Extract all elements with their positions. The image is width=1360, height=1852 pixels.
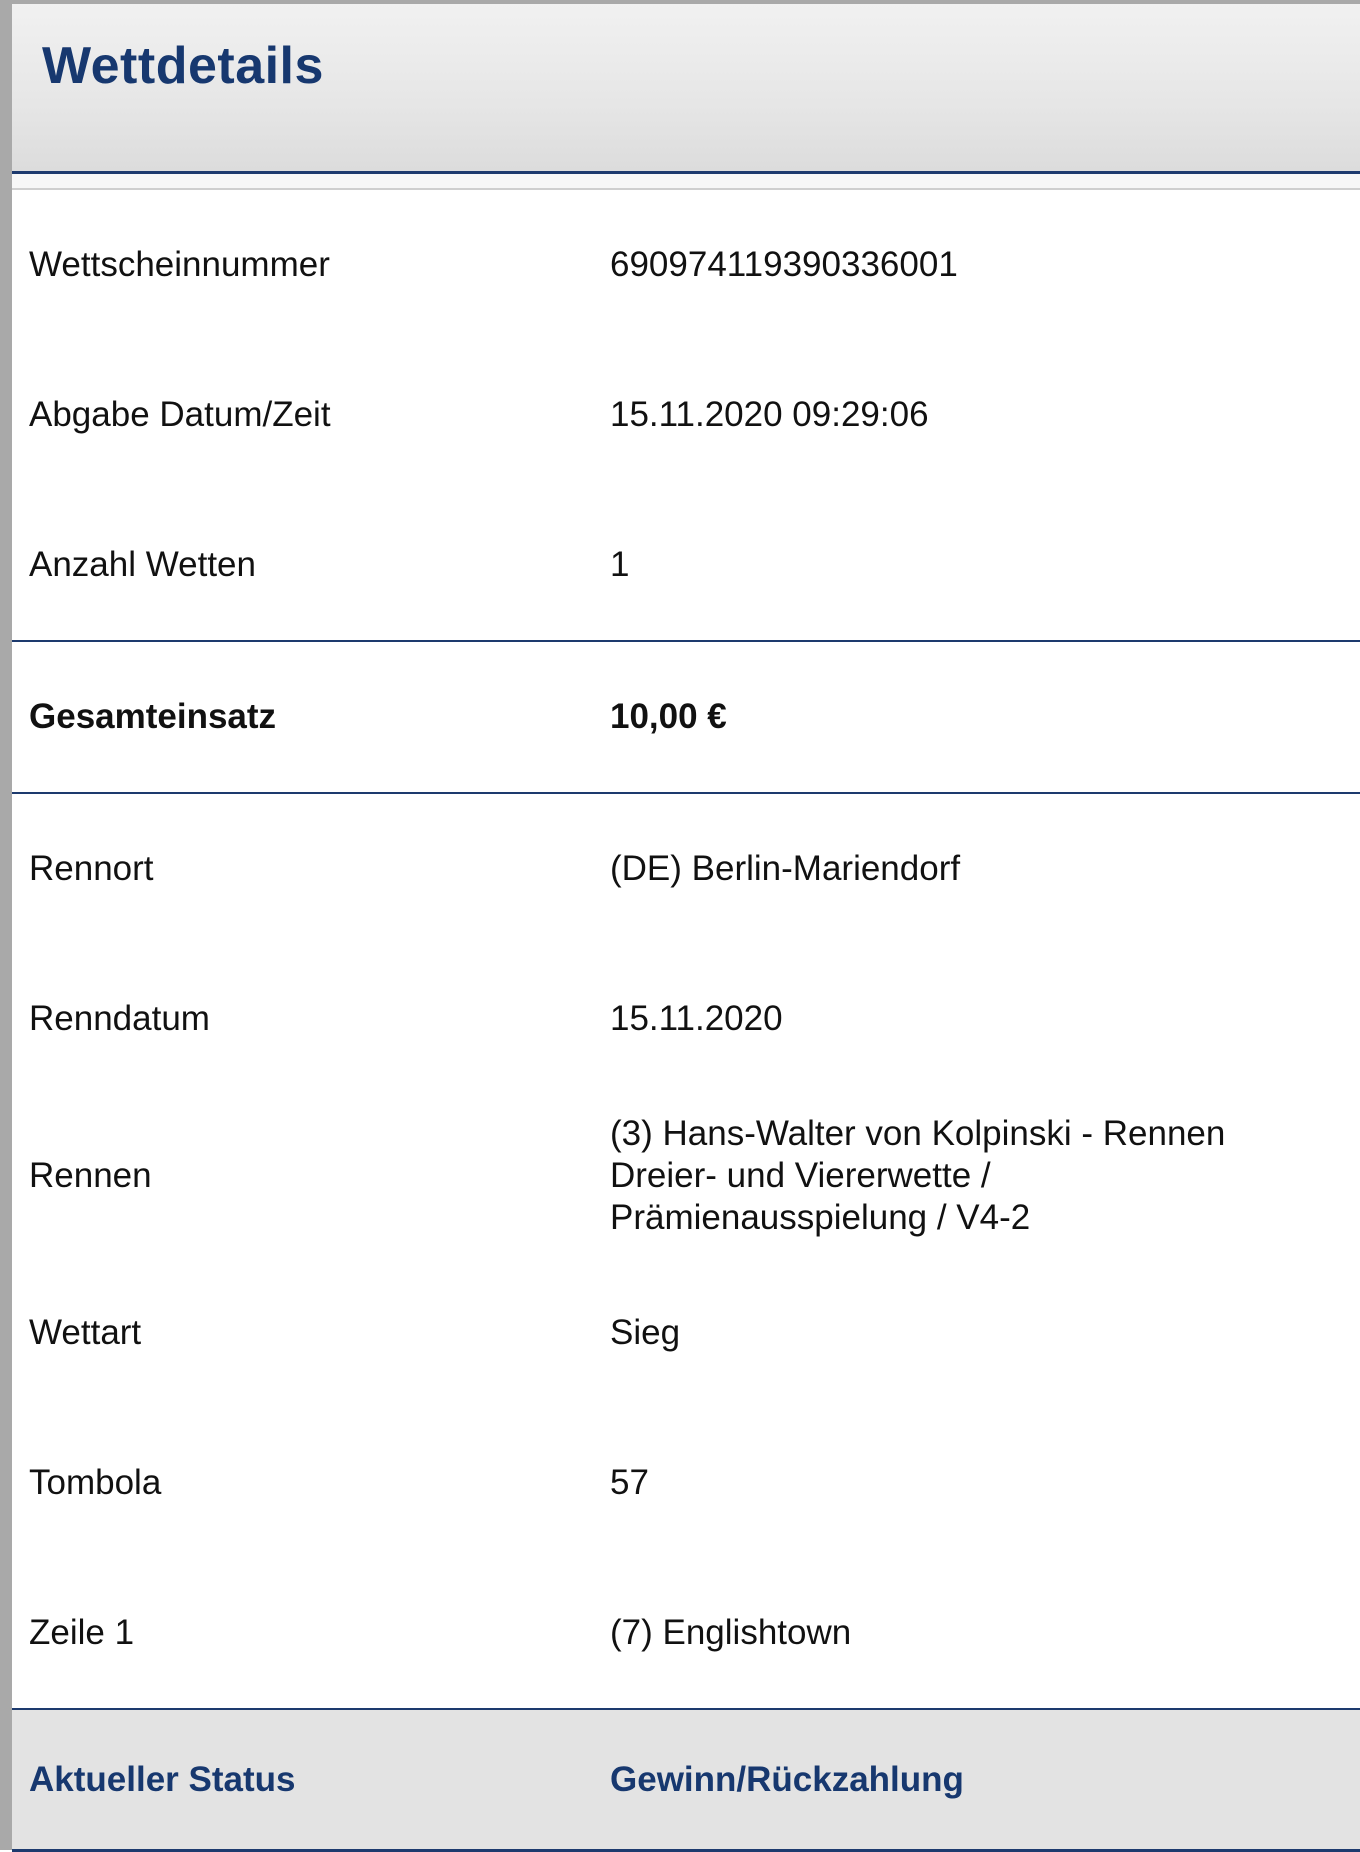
ticket-number-row — [12, 190, 1360, 340]
tombola-value: 57 — [610, 1463, 649, 1502]
bet-count-row — [12, 490, 1360, 640]
panel-header — [12, 4, 1360, 174]
venue-value: (DE) Berlin-Mariendorf — [610, 849, 961, 888]
total-stake-row — [12, 642, 1360, 792]
total-stake-label: Gesamteinsatz — [29, 697, 277, 736]
race-date-row — [12, 944, 1360, 1094]
race-date-label: Renndatum — [29, 999, 210, 1038]
submission-datetime-row — [12, 340, 1360, 490]
status-label: Aktueller Status — [29, 1759, 296, 1799]
venue-row — [12, 794, 1360, 944]
race-value — [610, 1113, 1360, 1239]
bet-count-value: 1 — [610, 545, 630, 584]
header-divider — [12, 174, 1360, 190]
race-row — [12, 1094, 1360, 1258]
total-section — [12, 642, 1360, 794]
total-stake-value: 10,00 € — [610, 697, 727, 736]
line-1-row — [12, 1558, 1360, 1708]
race-date-value: 15.11.2020 — [610, 999, 783, 1038]
race-value-line: (3) Hans-Walter von Kolpinski - Rennen — [610, 1114, 1226, 1153]
race-details-section — [12, 794, 1360, 1710]
tombola-row — [12, 1408, 1360, 1558]
submission-datetime-value: 15.11.2020 09:29:06 — [610, 395, 929, 434]
bet-type-row — [12, 1258, 1360, 1408]
line-1-label: Zeile 1 — [29, 1613, 135, 1652]
status-value: Gewinn/Rückzahlung — [610, 1759, 964, 1799]
tombola-label: Tombola — [29, 1463, 162, 1502]
bet-count-label: Anzahl Wetten — [29, 545, 256, 584]
venue-label: Rennort — [29, 849, 154, 888]
bet-type-label: Wettart — [29, 1313, 142, 1352]
summary-section — [12, 190, 1360, 642]
page-title: Wettdetails — [42, 37, 324, 95]
ticket-number-value: 690974119390336001 — [610, 245, 958, 284]
submission-datetime-label: Abgabe Datum/Zeit — [29, 395, 331, 434]
status-row — [12, 1710, 1360, 1852]
line-1-value: (7) Englishtown — [610, 1613, 852, 1652]
race-value-line: Dreier- und Viererwette / — [610, 1156, 991, 1195]
ticket-number-label: Wettscheinnummer — [29, 245, 330, 284]
bet-type-value: Sieg — [610, 1313, 681, 1352]
race-label: Rennen — [29, 1156, 152, 1195]
race-value-line: Prämienausspielung / V4-2 — [610, 1198, 1031, 1237]
